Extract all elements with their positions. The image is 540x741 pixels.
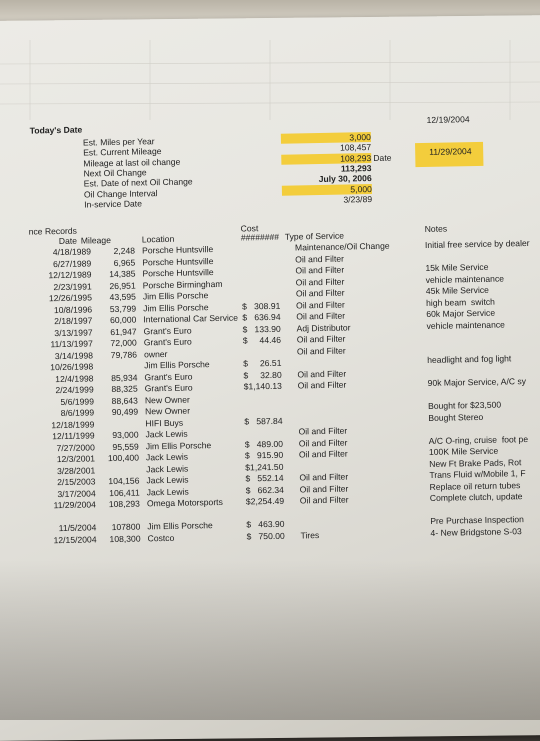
header-field-label: Est. Miles per Year (82, 136, 155, 148)
cell-cost: $ 463.90 (246, 518, 285, 530)
cell-location: Jim Ellis Porsche (143, 301, 209, 313)
cell-mileage: 90,499 (111, 406, 139, 418)
header-field-value: 5,000 (350, 183, 372, 194)
cell-location: Costco (147, 532, 175, 543)
cell-cost: $ 750.00 (246, 530, 285, 541)
cell-cost (243, 346, 289, 347)
cell-type: Maintenance/Oil Change (294, 240, 390, 253)
cell-location: owner (143, 348, 168, 359)
cell-mileage: 79,786 (110, 349, 138, 360)
cell-location: Jim Ellis Porsche (147, 520, 213, 532)
cell-notes: Bought for $23,500 (427, 399, 502, 411)
cell-date: 12/4/1998 (55, 372, 94, 384)
cell-notes: headlight and fog light (427, 353, 512, 365)
cell-notes: 4- New Bridgstone S-03 (430, 525, 522, 538)
cell-mileage: 61,947 (110, 326, 137, 337)
cell-cost: $ 133.90 (242, 323, 281, 335)
cell-location: New Owner (145, 405, 191, 417)
cell-type (298, 413, 418, 415)
cell-date: 12/3/2001 (56, 453, 96, 465)
cell-type: Tires (300, 529, 320, 540)
cell-cost (242, 277, 288, 278)
cell-date: 3/17/2004 (57, 487, 96, 499)
cell-type: Oil and Filter (299, 471, 349, 483)
cell-cost (241, 243, 287, 244)
cell-cost: $ 308.91 (242, 300, 281, 312)
cell-type: Adj Distributor (296, 321, 351, 333)
cell-type: Oil and Filter (295, 264, 345, 276)
cell-mileage: 88,325 (111, 383, 138, 395)
col-header-notes: Notes (424, 223, 448, 235)
cell-cost (246, 507, 292, 508)
col-header-location: Location (141, 233, 175, 245)
cell-date: 10/26/1998 (50, 361, 94, 373)
cell-date: 12/11/1999 (52, 430, 95, 442)
cell-mileage: 2,248 (113, 245, 136, 256)
cell-type: Oil and Filter (299, 483, 349, 494)
header-field-value: 108,457 (339, 142, 372, 153)
cell-mileage: 60,000 (109, 314, 137, 326)
cell-date: 2/23/1991 (53, 280, 92, 292)
cell-type (298, 401, 418, 403)
cell-mileage (96, 510, 140, 511)
header-field-value: 3/23/89 (343, 193, 373, 205)
cell-location: Jack Lewis (146, 463, 189, 474)
cell-notes: vehicle maintenance (426, 318, 505, 331)
cell-cost: $ 636.94 (242, 311, 281, 323)
cell-notes: Bought Stereo (428, 411, 484, 423)
cell-type: Oil and Filter (295, 276, 345, 288)
cell-mileage: 107800 (111, 521, 141, 533)
cell-location: HIFI Buys (145, 417, 184, 428)
header-field-value: 113,293 (340, 162, 372, 174)
cell-date: 12/15/2004 (53, 533, 97, 545)
cell-type: Oil and Filter (296, 333, 346, 345)
header-field-label: Next Oil Change (83, 167, 147, 179)
cell-cost (241, 266, 287, 267)
todays-date-label: Today's Date (29, 124, 83, 136)
cell-date (38, 511, 96, 512)
cell-notes: vehicle maintenance (425, 273, 505, 285)
cell-location: Jim Ellis Porsche (142, 290, 209, 302)
cell-type: Oil and Filter (295, 287, 345, 299)
cell-mileage: 53,799 (109, 303, 137, 314)
cell-mileage: 72,000 (110, 337, 137, 349)
cell-mileage: 108,293 (108, 498, 140, 510)
cell-location: Jim Ellis Porsche (145, 439, 212, 451)
cell-type: Oil and Filter (297, 368, 347, 379)
cell-date: 3/13/1997 (54, 326, 93, 338)
cell-date: 3/14/1998 (54, 349, 94, 361)
cell-notes: Complete clutch, update (429, 491, 523, 503)
cell-cost: $ 32.80 (243, 369, 282, 381)
cell-cost: $1,241.50 (245, 461, 284, 473)
cell-notes: 15k Mile Service (425, 261, 489, 274)
cell-notes: high beam switch (425, 296, 495, 308)
cell-location (147, 508, 247, 510)
cell-date: 12/18/1999 (51, 418, 95, 430)
cell-date: 4/18/1989 (52, 246, 92, 258)
cell-type: Oil and Filter (296, 310, 346, 322)
date-label: Date (373, 152, 392, 163)
cell-cost (242, 289, 288, 290)
cell-type: Oil and Filter (298, 448, 348, 460)
cell-mileage: 95,559 (112, 441, 139, 452)
cell-location: Grant's Euro (143, 336, 192, 348)
cell-location: Jack Lewis (145, 451, 189, 463)
cell-date: 12/12/1989 (48, 269, 92, 281)
cell-notes: Replace oil return tubes (429, 479, 521, 492)
cell-mileage: 88,643 (111, 395, 138, 406)
col-header-date: Date (58, 235, 78, 247)
cell-type: Oil and Filter (296, 345, 346, 356)
cell-type: Oil and Filter (297, 379, 347, 391)
cell-location: Grant's Euro (144, 382, 193, 394)
cell-notes (427, 341, 540, 343)
cell-mileage: 106,411 (109, 487, 140, 498)
cell-date: 2/15/2003 (57, 476, 96, 488)
col-header-cost-top: Cost (240, 223, 259, 234)
cell-cost: $1,140.13 (243, 380, 282, 392)
cell-cost: $ 44.46 (242, 334, 282, 346)
cell-notes: A/C O-ring, cruise foot pe (428, 433, 529, 446)
cell-notes: 60k Major Service (426, 307, 496, 320)
cell-type: Oil and Filter (298, 437, 348, 448)
cell-mileage: 85,934 (111, 372, 138, 383)
cell-cost: $ 26.51 (243, 357, 282, 369)
cell-location: Omega Motorsports (146, 496, 223, 509)
header-field-label: Mileage at last oil change (83, 156, 181, 169)
cell-mileage: 14,385 (109, 268, 136, 280)
cell-notes: Trans Fluid w/Mobile 1, F (429, 468, 526, 480)
cell-mileage: 6,965 (113, 257, 136, 268)
cell-location: Porsche Huntsville (142, 267, 214, 279)
cell-date: 10/8/1996 (53, 303, 93, 315)
cell-mileage (95, 464, 139, 465)
col-header-cost: ######## (240, 231, 280, 243)
cell-date: 11/29/2004 (53, 499, 96, 511)
cell-date: 12/26/1995 (48, 292, 93, 304)
cell-notes: 100K Mile Service (428, 445, 499, 457)
header-field-value: 3,000 (349, 132, 371, 143)
col-header-type: Type of Service (284, 230, 345, 242)
cell-mileage: 93,000 (112, 429, 139, 441)
cell-date: 3/28/2001 (56, 464, 96, 476)
cell-type: Oil and Filter (295, 253, 345, 265)
cell-notes: 45k Mile Service (425, 284, 489, 297)
cell-cost: $2,254.49 (245, 495, 285, 507)
header-field-value: July 30, 2006 (318, 173, 372, 185)
header-field-label: Est. Current Mileage (83, 146, 162, 158)
cell-date: 8/6/1999 (60, 407, 95, 419)
cell-notes: Initial free service by dealer (424, 238, 530, 251)
cell-notes: 90k Major Service, A/C sy (427, 376, 527, 388)
cell-mileage (94, 418, 138, 419)
cell-date: 11/13/1997 (50, 338, 93, 350)
cell-type: Oil and Filter (298, 425, 348, 437)
cell-location: New Owner (144, 394, 190, 405)
cell-location: Jack Lewis (146, 474, 189, 486)
col-header-mileage: Mileage (80, 235, 112, 246)
cell-cost: $ 489.00 (244, 438, 284, 450)
cell-notes: Pre Purchase Inspection (430, 514, 524, 526)
header-field-value: 108,293 (340, 152, 372, 164)
cell-location: Jack Lewis (146, 486, 189, 497)
cell-location: Porsche Huntsville (142, 255, 214, 267)
cell-cost (244, 427, 290, 428)
cell-cost: $ 915.90 (244, 449, 284, 461)
cell-location: Grant's Euro (143, 325, 192, 336)
cell-date: 2/18/1997 (54, 315, 93, 327)
cell-location: Porsche Birmingham (142, 278, 223, 290)
cell-cost: $ 552.14 (245, 472, 284, 484)
cell-date: 5/6/1999 (60, 395, 95, 407)
cell-type (300, 516, 420, 518)
header-field-label: Oil Change Interval (83, 187, 158, 200)
cell-location: Grant's Euro (144, 371, 193, 382)
cell-type: Oil and Filter (296, 299, 345, 310)
cell-location: Jack Lewis (145, 428, 188, 440)
cell-notes: New Ft Brake Pads, Rot (429, 456, 522, 469)
cell-date: 2/24/1999 (55, 384, 94, 396)
section-title: nce Records (28, 225, 77, 237)
last-oil-change-date: 11/29/2004 (429, 146, 472, 157)
cell-type: Oil and Filter (299, 494, 349, 506)
cell-date: 7/27/2000 (56, 441, 95, 453)
header-field-label: Est. Date of next Oil Change (83, 176, 193, 189)
cell-mileage: 108,300 (109, 533, 141, 544)
cell-cost (244, 392, 290, 393)
header-field-label: In-service Date (84, 198, 143, 210)
cell-cost (244, 404, 290, 405)
cell-mileage: 43,595 (109, 291, 137, 303)
cell-cost: $ 587.84 (244, 415, 283, 427)
todays-date-value: 12/19/2004 (426, 114, 470, 125)
cell-location: Porsche Huntsville (141, 244, 214, 256)
cell-mileage: 100,400 (107, 452, 140, 464)
cell-date: 11/5/2004 (58, 522, 97, 534)
cell-date: 6/27/1989 (52, 257, 92, 269)
cell-mileage (93, 361, 137, 362)
cell-cost: $ 662.34 (245, 484, 284, 496)
cell-mileage: 104,156 (108, 475, 140, 487)
cell-location: International Car Service (143, 312, 239, 325)
cell-mileage: 26,951 (109, 280, 136, 291)
cell-location: Jim Ellis Porsche (144, 359, 210, 371)
cell-cost (241, 254, 287, 255)
